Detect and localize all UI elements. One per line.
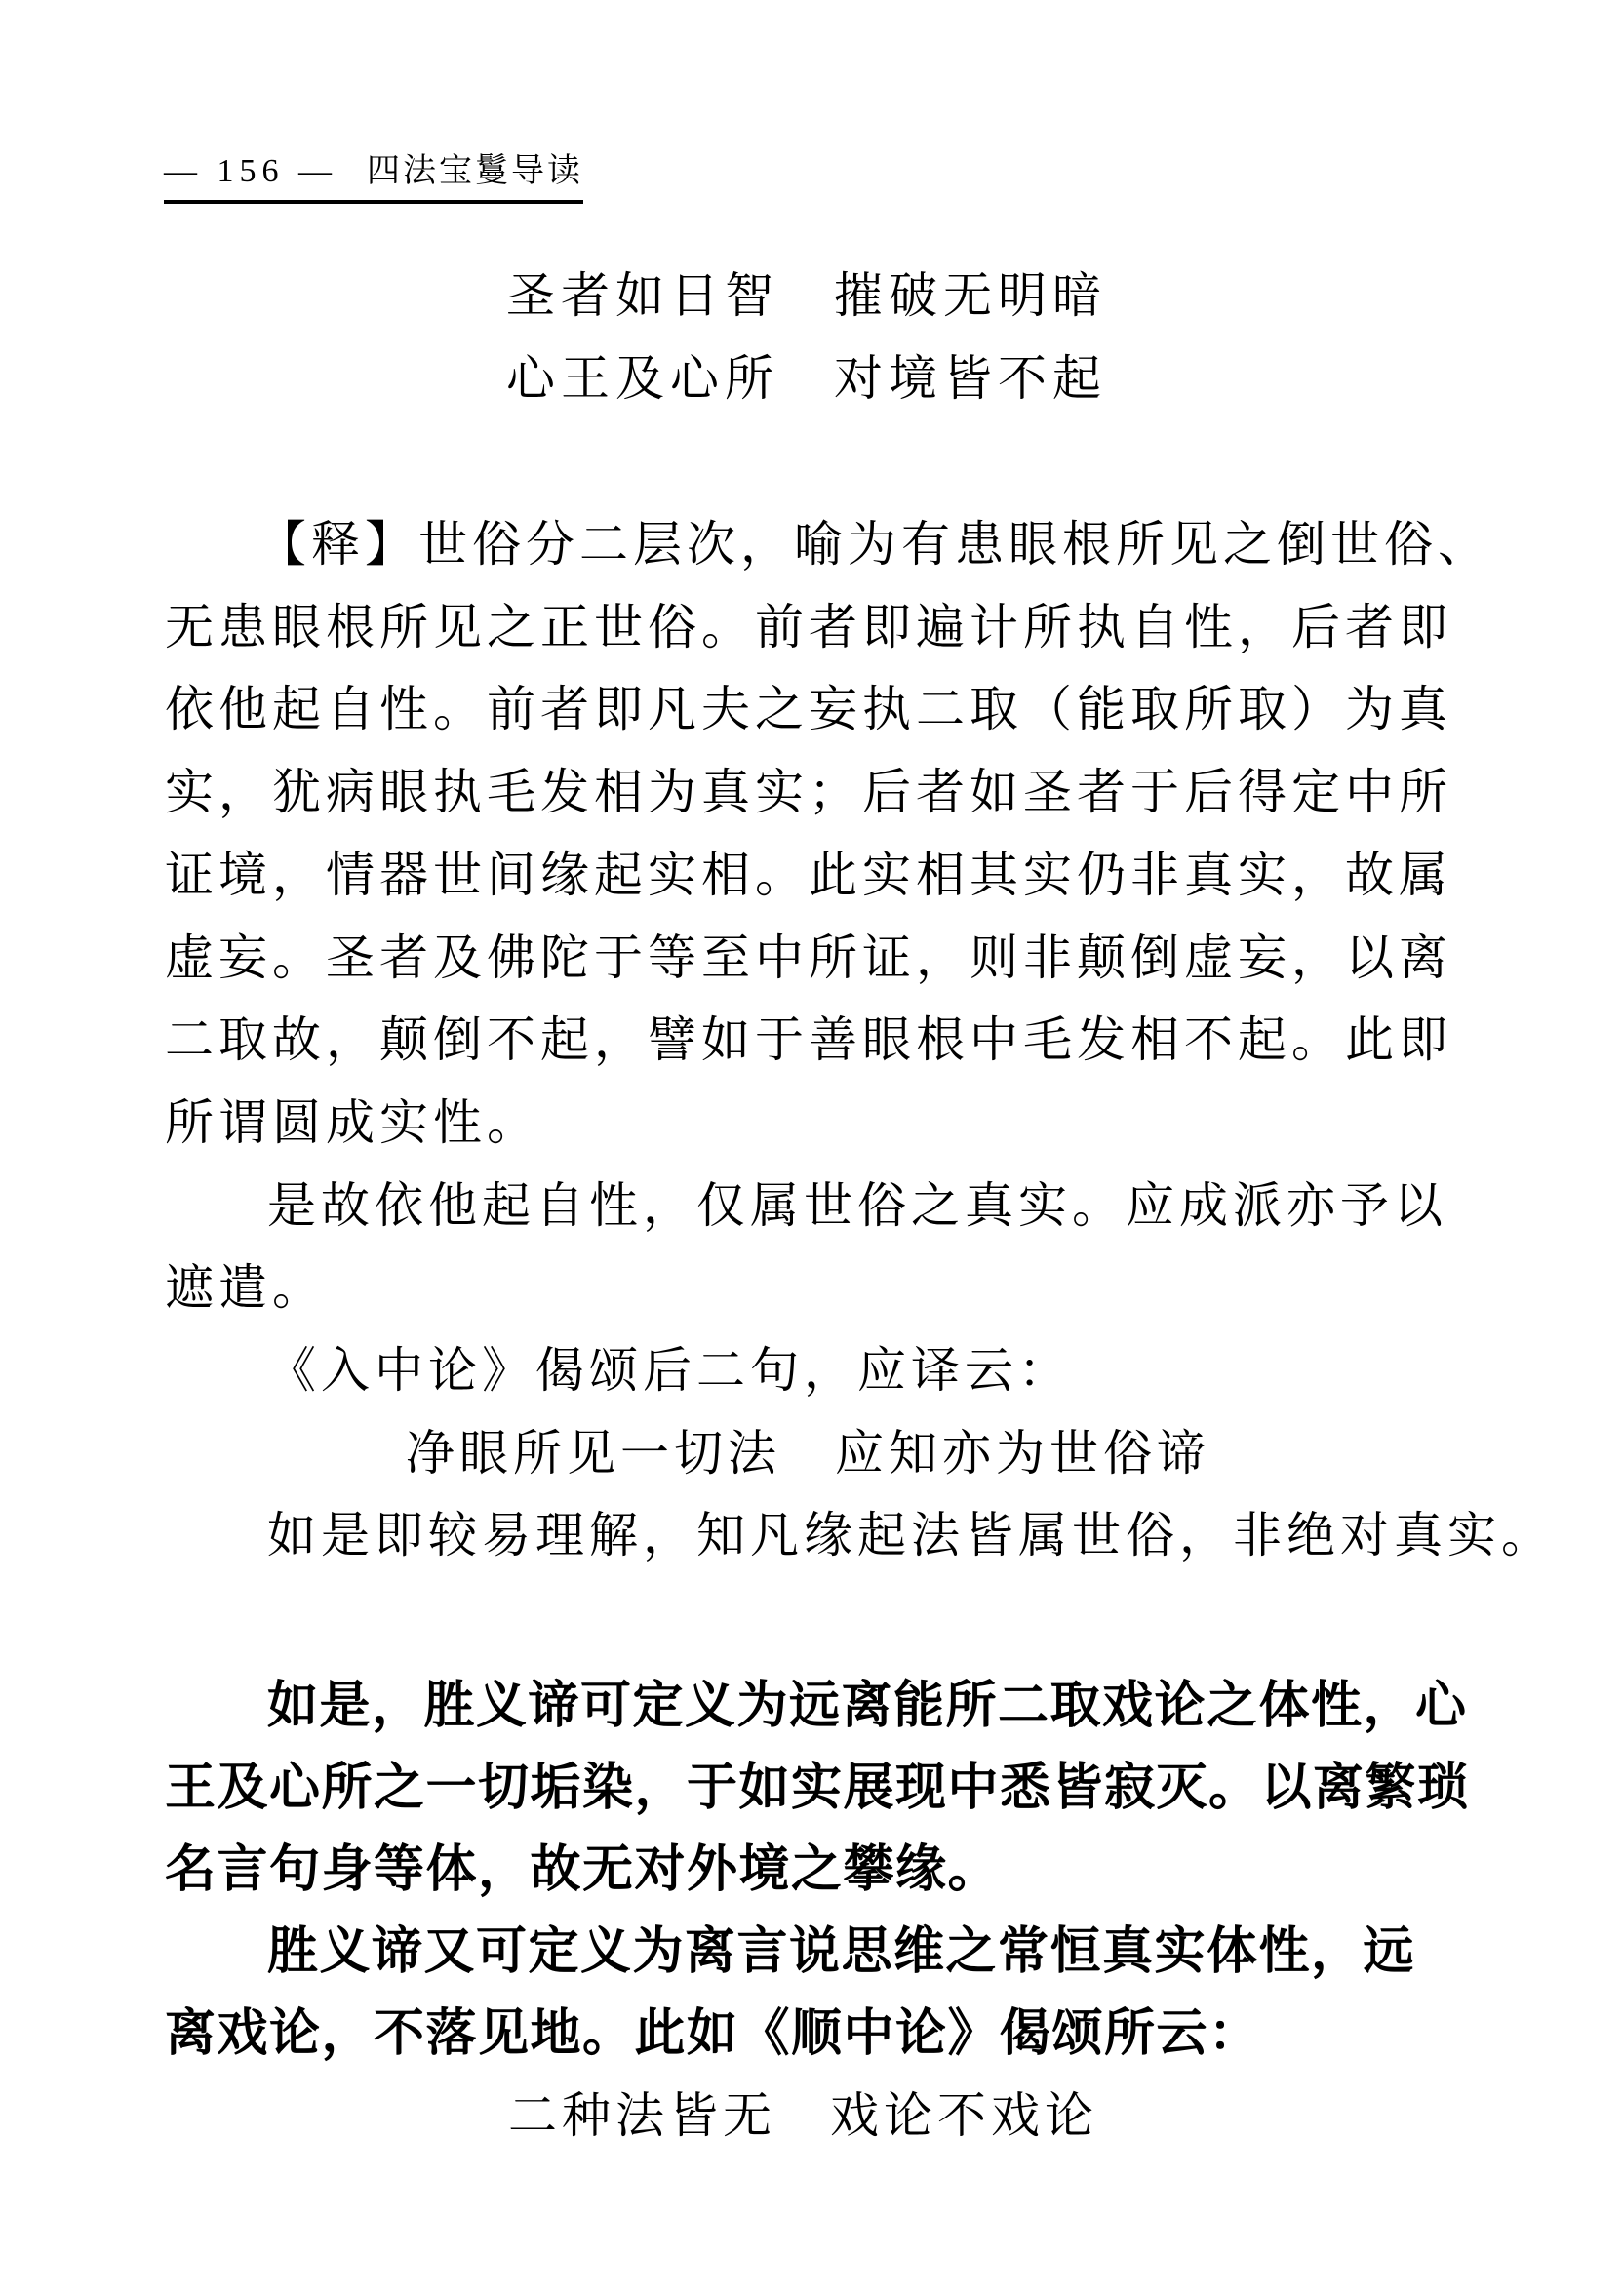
commentary-line: 依他起自性。前者即凡夫之妄执二取（能取所取）为真 — [165, 682, 1452, 737]
commentary-block — [165, 503, 1555, 1577]
running-head — [164, 152, 583, 204]
commentary-line: 所谓圆成实性。 — [165, 1094, 540, 1150]
commentary-line: 二取故，颠倒不起，譬如于善眼根中毛发相不起。此即 — [165, 1012, 1452, 1068]
commentary-line: 实，犹病眼执毛发相为真实；后者如圣者于后得定中所 — [165, 765, 1452, 820]
commentary-line: 是故依他起自性，仅属世俗之真实。应成派亦予以 — [267, 1177, 1447, 1233]
page-number: — 156 — — [164, 153, 337, 189]
main-text-line: 名言句身等体，故无对外境之攀缘。 — [165, 1841, 1001, 1898]
commentary-line: 如是即较易理解，知凡缘起法皆属世俗，非绝对真实。 — [267, 1508, 1555, 1564]
commentary-line: 虚妄。圣者及佛陀于等至中所证，则非颠倒虚妄，以离 — [165, 930, 1452, 985]
main-text-line: 如是，胜义谛可定义为远离能所二取戏论之体性，心 — [267, 1678, 1468, 1734]
main-text-line: 离戏论，不落见地。此如《顺中论》偈颂所云： — [165, 2005, 1261, 2062]
main-text-line: 胜义谛又可定义为离言说思维之常恒真实体性，远 — [267, 1923, 1416, 1980]
main-text-line: 王及心所之一切垢染，于如实展现中悉皆寂灭。以离繁琐 — [165, 1760, 1470, 1816]
main-text-block — [165, 1665, 1472, 2157]
commentary-line: 遮遣。 — [165, 1260, 326, 1316]
quoted-verse-line: 净眼所见一切法 应知亦为世俗谛 — [406, 1425, 1210, 1481]
commentary-line: 证境，情器世间缘起实相。此实相其实仍非真实，故属 — [165, 847, 1452, 902]
opening-verse — [165, 255, 1462, 420]
verse-line: 圣者如日智 摧破无明暗 — [506, 268, 1107, 323]
commentary-line: 《入中论》偈颂后二句，应译云： — [267, 1343, 1072, 1399]
commentary-line: 无患眼根所见之正世俗。前者即遍计所执自性，后者即 — [165, 599, 1452, 654]
verse-line: 心王及心所 对境皆不起 — [506, 351, 1107, 406]
commentary-line: 【释】世俗分二层次，喻为有患眼根所见之倒世俗、 — [257, 517, 1491, 572]
quoted-verse-line: 二种法皆无 戏论不戏论 — [508, 2088, 1098, 2143]
book-title: 四法宝鬘导读 — [367, 153, 583, 189]
